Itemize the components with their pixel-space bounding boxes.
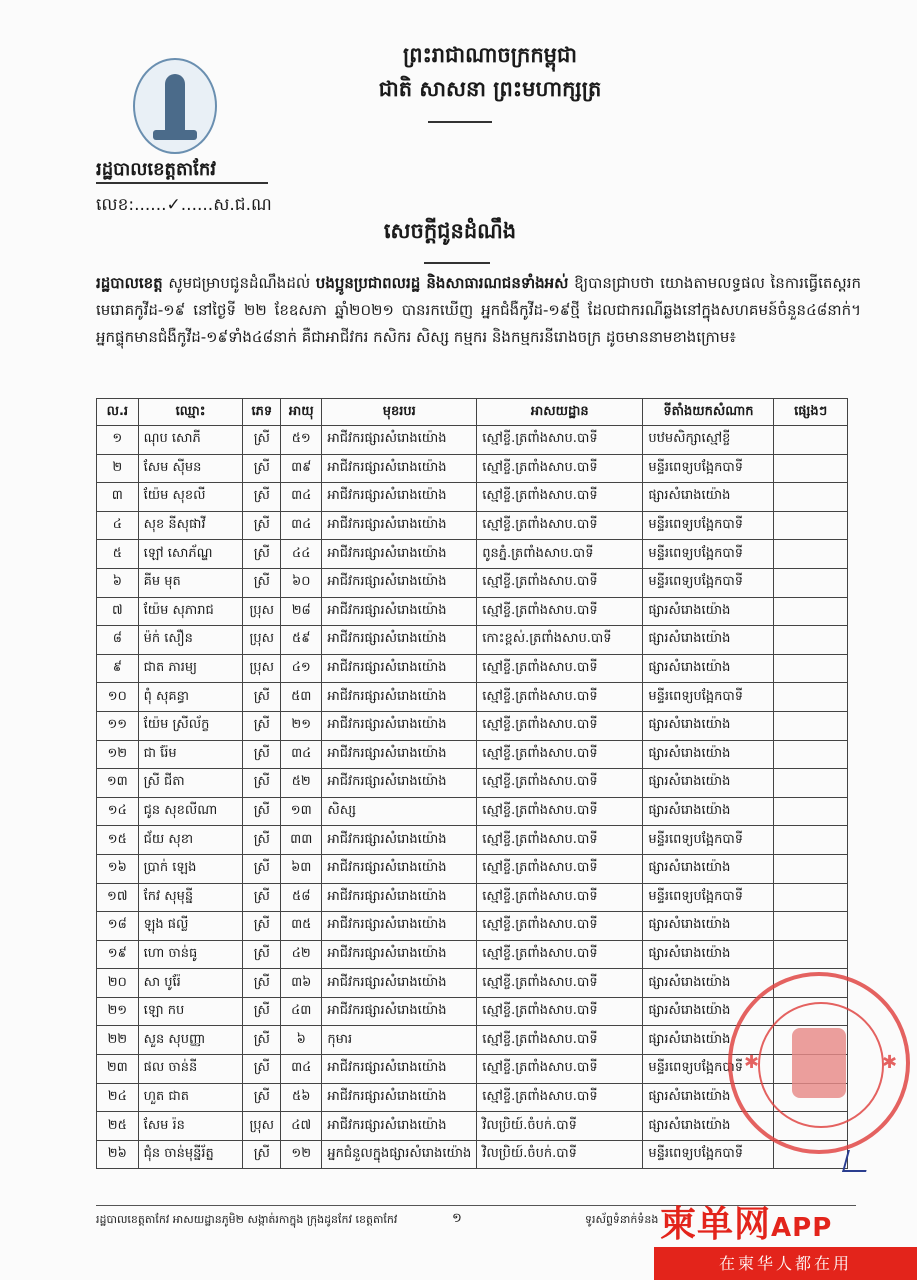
heading-ornament <box>428 121 492 123</box>
table-cell: អាជីវករផ្សារសំរោងយ៉ោង <box>322 511 477 540</box>
footer-address: រដ្ឋបាលខេត្តតាកែវ អាសយដ្ឋានភូមិ២ សង្កាត់រកាក្នុង ក្រុងដូនកែវ ខេត្តតាកែវ <box>96 1213 398 1226</box>
watermark-tagline: 在柬华人都在用 <box>718 1254 852 1273</box>
table-cell: សែម ស៊ីមន <box>138 454 243 483</box>
table-cell: ស្រី <box>243 1026 281 1055</box>
table-cell: ១ <box>97 426 139 455</box>
table-row <box>97 426 848 455</box>
table-cell: ជា រ៉ែម <box>138 740 243 769</box>
table-cell: ៦ <box>97 568 139 597</box>
table-cell: មន្ទីរពេទ្យបង្អែកបាទី <box>643 568 774 597</box>
table-cell: ២០ <box>97 969 139 998</box>
table-cell: កែវ សុមុន្នី <box>138 883 243 912</box>
table-cell: ពូនភ្នំ.ត្រពាំងសាប.បាទី <box>477 540 643 569</box>
table-cell: អាជីវករផ្សារសំរោងយ៉ោង <box>322 454 477 483</box>
table-cell: មន្ទីរពេទ្យបង្អែកបាទី <box>643 883 774 912</box>
table-cell: ៥ <box>97 540 139 569</box>
table-cell: អាជីវករផ្សារសំរោងយ៉ោង <box>322 597 477 626</box>
table-cell: ៣៤ <box>281 511 322 540</box>
table-cell: យ៉ែម សុខលី <box>138 483 243 512</box>
table-cell: ស្មៅខ្ចី.ត្រពាំងសាប.បាទី <box>477 568 643 597</box>
table-row <box>97 683 848 712</box>
table-cell: វិលប្រិយ៍.ចំបក់.បាទី <box>477 1140 643 1169</box>
table-cell: អាជីវករផ្សារសំរោងយ៉ោង <box>322 1112 477 1141</box>
table-row <box>97 940 848 969</box>
table-cell: ស្រី <box>243 969 281 998</box>
watermark-brand: 柬单网 <box>660 1204 772 1245</box>
table-row <box>97 1112 848 1141</box>
table-row <box>97 797 848 826</box>
table-cell: ១១ <box>97 711 139 740</box>
table-cell: ផ្សារសំរោងយ៉ោង <box>643 1112 774 1141</box>
table-row <box>97 883 848 912</box>
table-row <box>97 769 848 798</box>
table-cell: អាជីវករផ្សារសំរោងយ៉ោង <box>322 1055 477 1084</box>
table-cell: ស្រី <box>243 683 281 712</box>
table-cell: ស្រី <box>243 483 281 512</box>
table-cell: អាជីវករផ្សារសំរោងយ៉ោង <box>322 883 477 912</box>
table-cell: ២១ <box>281 711 322 740</box>
table-cell: អាជីវករផ្សារសំរោងយ៉ោង <box>322 1083 477 1112</box>
announcement-paragraph <box>96 270 861 351</box>
table-cell: ផ្សារសំរោងយ៉ោង <box>643 483 774 512</box>
table-cell: ប្រុស <box>243 654 281 683</box>
table-cell: ស្រី ជីតា <box>138 769 243 798</box>
table-cell: ៥៩ <box>281 626 322 655</box>
table-cell: ៦ <box>281 1026 322 1055</box>
watermark-app: APP <box>771 1213 833 1243</box>
table-cell: ៦៣ <box>281 854 322 883</box>
table-cell: អ្នកជំនួលក្នុងផ្សារសំរោងយ៉ោង <box>322 1140 477 1169</box>
table-cell <box>774 797 848 826</box>
table-cell <box>774 854 848 883</box>
table-cell: ស្មៅខ្ចី.ត្រពាំងសាប.បាទី <box>477 1026 643 1055</box>
table-cell: ស្រី <box>243 540 281 569</box>
table-cell: ស្មៅខ្ចី.ត្រពាំងសាប.បាទី <box>477 912 643 941</box>
provincial-emblem-icon <box>133 58 217 154</box>
table-cell <box>774 483 848 512</box>
table-cell: បឋមសិក្សាស្មៅខ្ចី <box>643 426 774 455</box>
table-cell: ៣៥ <box>281 912 322 941</box>
table-cell: ៣៤ <box>281 483 322 512</box>
table-cell: មន្ទីរពេទ្យបង្អែកបាទី <box>643 454 774 483</box>
table-row <box>97 626 848 655</box>
column-header: ទីតាំងយកសំណាក <box>643 399 774 426</box>
table-row <box>97 969 848 998</box>
footer-page-number: ១ <box>452 1211 462 1226</box>
table-cell: វិលប្រិយ៍.ចំបក់.បាទី <box>477 1112 643 1141</box>
table-cell: ២៣ <box>97 1055 139 1084</box>
table-cell: ស្រី <box>243 511 281 540</box>
para-lead: រដ្ឋបាលខេត្ត <box>96 274 163 292</box>
table-cell: ផ្សារសំរោងយ៉ោង <box>643 854 774 883</box>
table-cell: ស្រី <box>243 769 281 798</box>
table-cell: អាជីវករផ្សារសំរោងយ៉ោង <box>322 740 477 769</box>
table-cell <box>774 912 848 941</box>
table-cell: អាជីវករផ្សារសំរោងយ៉ោង <box>322 654 477 683</box>
table-cell: យ៉ែម ស្រីល័ក្ខ <box>138 711 243 740</box>
table-cell: មន្ទីរពេទ្យបង្អែកបាទី <box>643 826 774 855</box>
table-cell: សិស្ស <box>322 797 477 826</box>
table-cell: ស្រី <box>243 740 281 769</box>
table-cell: ៣៦ <box>281 969 322 998</box>
table-cell: សែម រ៉ន <box>138 1112 243 1141</box>
table-cell: ឡៅ សោភ័ណ្ឌ <box>138 540 243 569</box>
table-row <box>97 454 848 483</box>
table-cell: ស្មៅខ្ចី.ត្រពាំងសាប.បាទី <box>477 454 643 483</box>
table-cell: អាជីវករផ្សារសំរោងយ៉ោង <box>322 568 477 597</box>
table-cell: សុខ នីសុផាវី <box>138 511 243 540</box>
signature <box>842 1150 872 1172</box>
official-seal-stamp: ✱ ✱ <box>728 972 910 1154</box>
table-cell: ប្រាក់ ឡេង <box>138 854 243 883</box>
table-cell: អាជីវករផ្សារសំរោងយ៉ោង <box>322 969 477 998</box>
table-cell <box>774 540 848 569</box>
table-cell: សា បូរ៉ែ <box>138 969 243 998</box>
table-cell: ស្រី <box>243 568 281 597</box>
table-cell: ស្មៅខ្ចី.ត្រពាំងសាប.បាទី <box>477 1055 643 1084</box>
table-cell: ២២ <box>97 1026 139 1055</box>
table-cell: ផ្សារសំរោងយ៉ោង <box>643 1026 774 1055</box>
table-cell: មន្ទីរពេទ្យបង្អែកបាទី <box>643 1140 774 1169</box>
table-cell: គីម មុត <box>138 568 243 597</box>
table-cell: ១៧ <box>97 883 139 912</box>
table-cell: ៤៧ <box>281 1112 322 1141</box>
table-cell: ហួត ជាត <box>138 1083 243 1112</box>
table-row <box>97 826 848 855</box>
watermark-logo <box>660 1196 832 1247</box>
table-cell: ស្រី <box>243 883 281 912</box>
table-cell: ផ្សារសំរោងយ៉ោង <box>643 740 774 769</box>
table-cell: ស្មៅខ្ចី.ត្រពាំងសាប.បាទី <box>477 769 643 798</box>
table-header-row <box>97 399 848 426</box>
table-cell: ស្មៅខ្ចី.ត្រពាំងសាប.បាទី <box>477 711 643 740</box>
table-cell: ស្រី <box>243 997 281 1026</box>
table-cell: មន្ទីរពេទ្យបង្អែកបាទី <box>643 511 774 540</box>
kingdom-heading: ព្រះរាជាណាចក្រកម្ពុជា <box>402 43 577 67</box>
table-cell <box>774 711 848 740</box>
table-cell: ៣៤ <box>281 1055 322 1084</box>
table-cell <box>774 597 848 626</box>
table-row <box>97 997 848 1026</box>
table-cell: ផ្សារសំរោងយ៉ោង <box>643 997 774 1026</box>
table-cell: ជូន សុខលីណា <box>138 797 243 826</box>
table-cell: ៣៩ <box>281 454 322 483</box>
table-cell: ១២ <box>281 1140 322 1169</box>
table-cell: ស្មៅខ្ចី.ត្រពាំងសាប.បាទី <box>477 940 643 969</box>
table-cell: អាជីវករផ្សារសំរោងយ៉ោង <box>322 940 477 969</box>
table-cell <box>774 426 848 455</box>
table-cell: ស្រី <box>243 454 281 483</box>
table-cell: ផ្សារសំរោងយ៉ោង <box>643 1083 774 1112</box>
table-cell <box>774 511 848 540</box>
table-cell: ស្មៅខ្ចី.ត្រពាំងសាប.បាទី <box>477 597 643 626</box>
table-row <box>97 654 848 683</box>
table-cell: កុមារ <box>322 1026 477 1055</box>
column-header: ភេទ <box>243 399 281 426</box>
table-cell: ស្រី <box>243 940 281 969</box>
table-cell <box>774 654 848 683</box>
table-cell: ៥១ <box>281 426 322 455</box>
table-cell: ១៩ <box>97 940 139 969</box>
table-cell: ស្មៅខ្ចី.ត្រពាំងសាប.បាទី <box>477 826 643 855</box>
table-cell: ស្មៅខ្ចី.ត្រពាំងសាប.បាទី <box>477 797 643 826</box>
table-cell: អាជីវករផ្សារសំរោងយ៉ោង <box>322 997 477 1026</box>
table-cell: មន្ទីរពេទ្យបង្អែកបាទី <box>643 1055 774 1084</box>
table-cell: ផ្សារសំរោងយ៉ោង <box>643 626 774 655</box>
footer-contact: ទូរស័ព្ទទំនាក់ទំនង <box>585 1213 659 1226</box>
table-cell: ៣ <box>97 483 139 512</box>
table-cell: ៤២ <box>281 940 322 969</box>
table-cell: ជុំន ចាន់មុន្នីរ័ត្ន <box>138 1140 243 1169</box>
table-cell <box>774 883 848 912</box>
table-cell: ផល ចាន់នី <box>138 1055 243 1084</box>
table-cell: ស្មៅខ្ចី.ត្រពាំងសាប.បាទី <box>477 483 643 512</box>
table-cell: ឡោ កប <box>138 997 243 1026</box>
table-row <box>97 540 848 569</box>
table-cell: អាជីវករផ្សារសំរោងយ៉ោង <box>322 854 477 883</box>
table-cell: ៦០ <box>281 568 322 597</box>
table-cell: អាជីវករផ្សារសំរោងយ៉ោង <box>322 626 477 655</box>
table-cell: ៤ <box>97 511 139 540</box>
table-cell: ១៨ <box>97 912 139 941</box>
table-cell <box>774 626 848 655</box>
table-cell: ស្មៅខ្ចី.ត្រពាំងសាប.បាទី <box>477 883 643 912</box>
table-cell: មន្ទីរពេទ្យបង្អែកបាទី <box>643 683 774 712</box>
column-header: ផ្សេងៗ <box>774 399 848 426</box>
table-cell: ២ <box>97 454 139 483</box>
table-cell: ស្រី <box>243 912 281 941</box>
table-cell: អាជីវករផ្សារសំរោងយ៉ោង <box>322 483 477 512</box>
table-cell: អាជីវករផ្សារសំរោងយ៉ោង <box>322 711 477 740</box>
para-bold-2: បងប្អូនប្រជាពលរដ្ឋ និងសាធារណជនទាំងអស់ <box>315 274 569 292</box>
motto-heading: ជាតិ សាសនា ព្រះមហាក្សត្រ <box>378 77 602 101</box>
table-row <box>97 511 848 540</box>
table-cell: ស្រី <box>243 1083 281 1112</box>
table-cell: ស្មៅខ្ចី.ត្រពាំងសាប.បាទី <box>477 854 643 883</box>
table-cell: ស្មៅខ្ចី.ត្រពាំងសាប.បាទី <box>477 511 643 540</box>
table-cell: ស្រី <box>243 797 281 826</box>
table-cell: អាជីវករផ្សារសំរោងយ៉ោង <box>322 683 477 712</box>
table-cell <box>774 454 848 483</box>
table-cell: ផ្សារសំរោងយ៉ោង <box>643 940 774 969</box>
table-cell: អាជីវករផ្សារសំរោងយ៉ោង <box>322 426 477 455</box>
para-text-1: សូមជម្រាបជូនដំណឹងដល់ <box>162 274 316 292</box>
table-cell: ៥៣ <box>281 683 322 712</box>
table-row <box>97 483 848 512</box>
table-cell: ២៤ <box>97 1083 139 1112</box>
table-cell: ១០ <box>97 683 139 712</box>
table-cell: ស្មៅខ្ចី.ត្រពាំងសាប.បាទី <box>477 969 643 998</box>
table-cell: ផ្សារសំរោងយ៉ោង <box>643 597 774 626</box>
table-cell: ៣៤ <box>281 740 322 769</box>
table-row <box>97 1140 848 1169</box>
table-cell: ៥២ <box>281 769 322 798</box>
table-cell: ឡុង ផល្លី <box>138 912 243 941</box>
table-cell: អាជីវករផ្សារសំរោងយ៉ោង <box>322 540 477 569</box>
table-cell: ជ័យ សុខា <box>138 826 243 855</box>
table-cell: ៥៦ <box>281 1083 322 1112</box>
table-row <box>97 740 848 769</box>
table-cell: កោះខ្ពស់.ត្រពាំងសាប.បាទី <box>477 626 643 655</box>
table-cell: ផ្សារសំរោងយ៉ោង <box>643 969 774 998</box>
table-cell: ស្មៅខ្ចី.ត្រពាំងសាប.បាទី <box>477 1083 643 1112</box>
table-cell: ២៦ <box>97 1140 139 1169</box>
table-cell: ហោ ចាន់ធូ <box>138 940 243 969</box>
document-title: សេចក្តីជូនដំណឹង <box>383 219 517 243</box>
table-cell: អាជីវករផ្សារសំរោងយ៉ោង <box>322 912 477 941</box>
table-cell: ផ្សារសំរោងយ៉ោង <box>643 797 774 826</box>
table-cell: ៤៤ <box>281 540 322 569</box>
admin-name: រដ្ឋបាលខេត្តតាកែវ <box>96 159 216 180</box>
table-cell: ពុំ សុគន្ធា <box>138 683 243 712</box>
table-cell <box>774 568 848 597</box>
column-header: អាយុ <box>281 399 322 426</box>
table-cell: ៤៣ <box>281 997 322 1026</box>
table-cell: ប្រុស <box>243 626 281 655</box>
table-cell: ស្រី <box>243 826 281 855</box>
table-row <box>97 912 848 941</box>
table-cell <box>774 826 848 855</box>
table-row <box>97 568 848 597</box>
table-cell: ២១ <box>97 997 139 1026</box>
table-cell: ៤១ <box>281 654 322 683</box>
table-cell: ២៨ <box>281 597 322 626</box>
table-cell: ស្រី <box>243 1055 281 1084</box>
table-cell: យ៉ែម សុភារាជ <box>138 597 243 626</box>
table-cell: ស្រី <box>243 426 281 455</box>
table-cell: ២៥ <box>97 1112 139 1141</box>
column-header: មុខរបរ <box>322 399 477 426</box>
column-header: ឈ្មោះ <box>138 399 243 426</box>
table-cell: ផ្សារសំរោងយ៉ោង <box>643 769 774 798</box>
table-cell: ស្មៅខ្ចី.ត្រពាំងសាប.បាទី <box>477 997 643 1026</box>
table-cell <box>774 769 848 798</box>
table-cell: ផ្សារសំរោងយ៉ោង <box>643 654 774 683</box>
table-cell: មន្ទីរពេទ្យបង្អែកបាទី <box>643 540 774 569</box>
table-cell: អាជីវករផ្សារសំរោងយ៉ោង <box>322 826 477 855</box>
table-cell <box>774 740 848 769</box>
table-cell: ស្មៅខ្ចី.ត្រពាំងសាប.បាទី <box>477 740 643 769</box>
admin-underline <box>96 182 268 184</box>
table-cell: ១៦ <box>97 854 139 883</box>
table-cell: ផ្សារសំរោងយ៉ោង <box>643 711 774 740</box>
table-cell: ប្រុស <box>243 1112 281 1141</box>
para-text-2: ឱ្យបានជ្រាបថា យោងតាមលទ្ធផល នៃការធ្វើតេស្តរកមេរោគកូវីដ-១៩ នៅថ្ងៃទី ២២ ខែឧសភា ឆ្នាំ២០២១ បានរកឃើញ អ្នកជំងឺកូវីដ-១៩ថ្មី ដែលជាករណីឆ្លងនៅក្នុងសហគមន៍ចំនួន៤៨នាក់។ អ្នកផ្ទុកមានជំងឺកូវីដ-១៩ទាំង៤៨នាក់ គឺជាអាជីវករ កសិករ សិស្ស កម្មករ និងកម្មករនីរោងចក្រ ដូចមាននាមខាងក្រោម៖ <box>96 274 861 346</box>
table-cell: ផ្សារសំរោងយ៉ោង <box>643 912 774 941</box>
table-cell: ១២ <box>97 740 139 769</box>
table-cell: អាជីវករផ្សារសំរោងយ៉ោង <box>322 769 477 798</box>
table-cell: ប្រុស <box>243 597 281 626</box>
table-cell: ១៥ <box>97 826 139 855</box>
reference-number: លេខ:......✓......ស.ជ.ណ <box>96 195 272 215</box>
table-cell: ស្មៅខ្ចី.ត្រពាំងសាប.បាទី <box>477 683 643 712</box>
table-cell: សួន សុបញ្ញា <box>138 1026 243 1055</box>
table-cell: ៧ <box>97 597 139 626</box>
table-cell: ម៉ក់ សឿន <box>138 626 243 655</box>
table-cell: ស្មៅខ្ចី.ត្រពាំងសាប.បាទី <box>477 426 643 455</box>
column-header: ល.រ <box>97 399 139 426</box>
table-cell <box>774 940 848 969</box>
table-cell: ១៤ <box>97 797 139 826</box>
table-row <box>97 854 848 883</box>
table-cell: ស្មៅខ្ចី.ត្រពាំងសាប.បាទី <box>477 654 643 683</box>
table-cell: ស្រី <box>243 1140 281 1169</box>
table-row <box>97 597 848 626</box>
table-cell: ស្រី <box>243 854 281 883</box>
table-row <box>97 711 848 740</box>
title-ornament <box>424 262 490 264</box>
column-header: អាសយដ្ឋាន <box>477 399 643 426</box>
table-cell: ជាត ភារម្យ <box>138 654 243 683</box>
table-cell: ៨ <box>97 626 139 655</box>
table-cell: ១៣ <box>97 769 139 798</box>
table-cell: ៣៣ <box>281 826 322 855</box>
table-cell: ១៣ <box>281 797 322 826</box>
table-cell: ណុប សោភី <box>138 426 243 455</box>
table-cell: ៩ <box>97 654 139 683</box>
table-cell: ៥៨ <box>281 883 322 912</box>
table-cell <box>774 683 848 712</box>
table-cell: ស្រី <box>243 711 281 740</box>
